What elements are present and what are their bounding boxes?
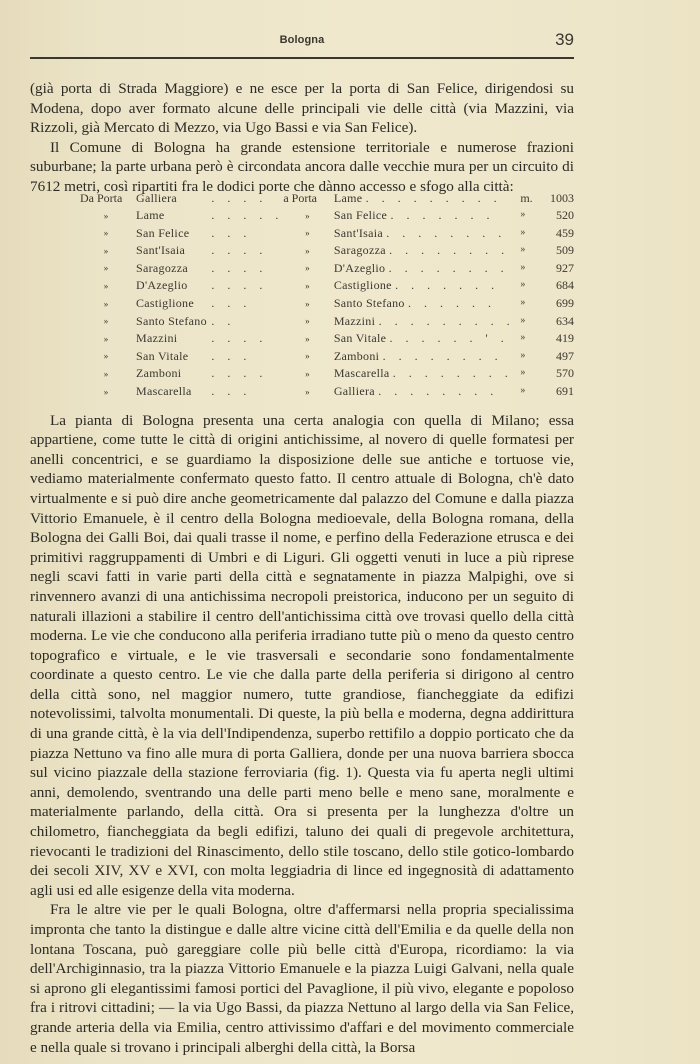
running-head — [30, 30, 574, 50]
from-gate: San Vitale — [136, 348, 189, 363]
table-row — [80, 190, 574, 207]
ditto-mark: » — [103, 245, 109, 256]
ditto-mark: » — [305, 351, 310, 362]
leader-dots: . . . . . . . . . — [365, 191, 502, 205]
ditto-mark: » — [103, 280, 109, 291]
ditto-mark: » — [103, 298, 109, 309]
table-row — [80, 207, 574, 225]
from-gate: D'Azeglio — [136, 278, 188, 293]
leader-dots: . . . . . . . . . — [378, 313, 515, 328]
from-gate: Zamboni — [136, 366, 182, 381]
ditto-mark: » — [520, 209, 526, 221]
to-gate-cell — [334, 295, 521, 313]
ditto-mark: » — [103, 368, 109, 379]
leader-dots: . . — [211, 313, 236, 328]
leader-dots: . . . . — [211, 366, 268, 381]
leader-dots: . . . — [211, 225, 252, 240]
table-row — [80, 365, 574, 383]
ditto-mark: » — [305, 245, 310, 256]
ditto-mark: » — [305, 298, 310, 309]
from-prefix — [80, 383, 132, 401]
ditto-mark: » — [520, 279, 526, 291]
to-gate: Santo Stefano — [333, 296, 405, 311]
from-prefix — [80, 312, 132, 330]
ditto-mark: » — [305, 280, 310, 291]
leader-dots: . . . . — [211, 191, 268, 205]
ditto-mark: » — [520, 261, 526, 273]
page-number: 39 — [555, 30, 574, 49]
to-prefix — [283, 277, 334, 295]
leader-dots: . . . . . . . . — [382, 348, 503, 363]
header-rule — [30, 57, 574, 59]
paragraph-1: (già porta di Strada Maggiore) e ne esce per la porta di San Felice, dirigendosi su Modena, dopo aver formato alcune delle principali vie delle città (via Mazzini, via Rizzoli, già Mercato di Mezzo, via Ugo Bassi e via San Felice). — [30, 80, 574, 137]
to-gate-cell — [334, 383, 521, 401]
ditto-mark: » — [520, 349, 526, 361]
to-gate-cell — [334, 365, 521, 383]
distance-meters: 419 — [556, 331, 574, 346]
to-prefix — [283, 383, 334, 401]
leader-dots: . . . . . . . . — [388, 260, 509, 275]
to-gate-cell — [334, 347, 521, 365]
table-row — [80, 242, 574, 260]
to-prefix: a Porta — [283, 191, 317, 205]
ditto-mark: » — [103, 263, 109, 274]
ditto-mark: » — [520, 226, 526, 238]
distance-meters: 509 — [556, 243, 574, 258]
running-title: Bologna — [279, 34, 325, 46]
to-gate: Saragozza — [333, 243, 386, 258]
to-gate-cell — [334, 312, 521, 330]
to-gate: Castiglione — [333, 278, 392, 293]
to-gate-cell — [334, 277, 521, 295]
distance-meters: 927 — [556, 260, 574, 275]
leader-dots: . . . — [211, 296, 252, 311]
leader-dots: . . . . . . . — [395, 278, 500, 293]
page-bottom-margin — [0, 960, 700, 1064]
distance-meters: 459 — [556, 225, 574, 240]
leader-dots: . . . . . . ' . — [389, 331, 509, 346]
ditto-mark: » — [305, 263, 310, 274]
from-prefix — [80, 259, 132, 277]
distance-meters: 570 — [556, 366, 574, 381]
from-gate: Mazzini — [136, 331, 178, 346]
distance-meters: 634 — [556, 313, 574, 328]
table-row — [80, 347, 574, 365]
leader-dots: . . . . . . — [408, 296, 497, 311]
paragraph-3: La pianta di Bologna presenta una certa analogia con quella di Milano; essa appartiene, come tutte le città di origini antichissime, al novero di quelle formatesi per anelli concentrici, e se guardiamo la disposizione delle sue antiche e tortuose vie, vediamo materialmente confermato questo fatto. Il centro attuale di Bologna, ch'è dato virtualmente e si può dire anche geometricamente dal palazzo del Comune e dalla piazza Vittorio Emanuele, è il centro della Bologna medioevale, della Bologna romana, della Bologna dei Galli Boi, dai quali trasse il nome, e perfino della Federazione etrusca e dei primitivi raggruppamenti di Umbri e di Liguri. Gli oggetti venuti in luce a più riprese negli scavi fatti in varie parti della città e segnatamente in piazza Malpighi, ove si rinvennero avanzi di una antichissima necropoli preistorica, inducono per un seguito di naturali illazioni a stabilire il centro dell'antichissima città ove trovasi quello della città moderna. Le vie che conducono alla periferia irradiano tutte più o meno da questo centro topografico e virtuale, e le vie trasversali e secondarie sono fondamentalmente coordinate a questo centro. Le vie che dalla parte della periferia si dirigono al centro della città sono, nel maggior numero, tutte grandiose, fiancheggiate da edifizi notevolissimi, talvolta monumentali. Di queste, la più bella e moderna, degna addirittura di una grande città, è la via dell'Indipendenza, superbo rettifilo a doppio porticato che da piazza Nettuno va fino alle mura di porta Galliera, donde per una nuova barriera sbocca sul vicino piazzale della stazione ferroviaria (fig. 1). Questa via fu aperta negli ultimi anni, demolendo, sventrando una delle parti meno belle e meno sane, moralmente e materialmente parlando, della città. Ora si presenta per la lunghezza d'oltre un chilometro, fiancheggiata da begli edifizi, taluno dei quali di pregevole architettura, rievocanti le tradizioni del Rinascimento, dello stile toscano, dello stile gotico-lombardo dei secoli XIV, XV e XVI, con molta leggiadria di lince ed ingegnosità di adattamento agli usi ed alle esigenze della vita moderna. — [30, 411, 574, 899]
to-gate: Mazzini — [333, 313, 376, 328]
ditto-mark: » — [520, 314, 526, 326]
from-prefix: Da Porta — [80, 191, 123, 205]
ditto-mark: » — [305, 316, 310, 327]
to-prefix — [283, 295, 334, 313]
to-gate: San Felice — [333, 208, 388, 223]
leader-dots: . . . . — [211, 243, 268, 258]
to-gate: Zamboni — [333, 348, 380, 363]
ditto-mark: » — [305, 228, 310, 239]
leader-dots: . . . . — [211, 278, 268, 293]
paragraph-2: Il Comune di Bologna ha grande estensione territoriale e numerose frazioni suburbane; la parte urbana però è circondata ancora dalle vecchie mura per un circuito di 7612 metri, così ripartiti fra le dodici porte che dànno accesso e sfogo alla città: — [30, 138, 574, 195]
from-prefix — [80, 224, 132, 242]
leader-dots: . . . . . . . . — [378, 384, 499, 399]
ditto-mark: » — [520, 297, 526, 309]
to-gate: D'Azeglio — [333, 260, 386, 275]
ditto-mark: » — [103, 316, 109, 327]
to-prefix — [283, 224, 334, 242]
table-row — [80, 383, 574, 401]
to-gate: Lame — [333, 191, 363, 205]
leader-dots: . . . . — [211, 331, 268, 346]
leader-dots: . . . . — [211, 260, 268, 275]
table-row — [80, 295, 574, 313]
table-row — [80, 330, 574, 348]
to-gate-cell — [334, 224, 521, 242]
leader-dots: . . . . . . . . — [392, 366, 513, 381]
ditto-mark: » — [103, 333, 109, 344]
to-prefix — [283, 259, 334, 277]
to-prefix — [283, 242, 334, 260]
distance-meters: 691 — [556, 384, 574, 399]
unit-label: m. — [520, 191, 533, 205]
to-gate-cell — [334, 207, 521, 225]
leader-dots: . . . . . . . . — [386, 225, 507, 240]
leader-dots: . . . . . . . — [390, 208, 495, 223]
from-gate: Santo Stefano — [136, 313, 207, 328]
ditto-mark: » — [520, 385, 526, 397]
to-gate: Mascarella — [333, 366, 390, 381]
from-gate: Lame — [136, 208, 165, 223]
gates-distance-table — [80, 190, 574, 400]
distance-meters: 520 — [556, 208, 574, 223]
to-gate-cell — [334, 242, 521, 260]
distance-meters: 699 — [556, 296, 574, 311]
from-gate: Castiglione — [136, 296, 194, 311]
ditto-mark: » — [103, 386, 109, 397]
ditto-mark: » — [305, 333, 310, 344]
leader-dots: . . . . . . . . — [389, 243, 510, 258]
ditto-mark: » — [305, 386, 310, 397]
table-row — [80, 259, 574, 277]
from-gate: San Felice — [136, 225, 190, 240]
to-gate: Sant'Isaia — [333, 225, 383, 240]
from-prefix — [80, 207, 132, 225]
ditto-mark: » — [103, 210, 109, 221]
distance-meters: 684 — [556, 278, 574, 293]
distance-meters: 497 — [556, 348, 574, 363]
from-prefix — [80, 295, 132, 313]
from-gate: Galliera — [136, 191, 178, 205]
distance-meters: 1003 — [550, 191, 574, 205]
to-gate: Galliera — [333, 384, 375, 399]
leader-dots: . . . — [211, 384, 252, 399]
from-prefix — [80, 242, 132, 260]
to-prefix — [283, 365, 334, 383]
ditto-mark: » — [103, 351, 109, 362]
from-prefix — [80, 277, 132, 295]
from-gate: Sant'Isaia — [136, 243, 186, 258]
to-prefix — [283, 312, 334, 330]
ditto-mark: » — [103, 228, 109, 239]
to-prefix — [283, 347, 334, 365]
from-gate: Saragozza — [136, 260, 189, 275]
from-gate: Mascarella — [136, 384, 192, 399]
to-prefix — [283, 330, 334, 348]
table-row — [80, 312, 574, 330]
from-prefix — [80, 347, 132, 365]
to-gate-cell — [334, 330, 521, 348]
to-prefix — [283, 207, 334, 225]
ditto-mark: » — [520, 332, 526, 344]
leader-dots: . . . . . — [211, 208, 284, 223]
ditto-mark: » — [305, 368, 310, 379]
from-prefix — [80, 330, 132, 348]
ditto-mark: » — [305, 210, 310, 221]
to-gate-cell — [334, 190, 521, 207]
paragraph-4: Fra le altre vie per le quali Bologna, oltre d'affermarsi nella propria specialissima impronta che tanto la distingue e dalle altre vicine città dell'Emilia e da quelle della non lontana Toscana, può gareggiare colle più belle città d'Europa, ricordiamo: la via dell'Archiginnasio, tra la piazza Vittorio Emanuele e la piazza Luigi Galvani, nella quale si aprono gli elegantissimi famosi portici del Pavaglione, il più vivo, elegante e popoloso fra i ritrovi cittadini; — la via Ugo Bassi, da piazza Nettuno al largo della via San Felice, grande arteria della via Emilia, centro attivissimo d'affari e del movimento commerciale e nella quale si trovano i principali alberghi della città, la Borsa — [30, 901, 574, 1056]
from-prefix — [80, 365, 132, 383]
table-row — [80, 224, 574, 242]
table-row — [80, 277, 574, 295]
to-gate: San Vitale — [333, 331, 387, 346]
to-gate-cell — [334, 259, 521, 277]
leader-dots: . . . — [211, 348, 252, 363]
ditto-mark: » — [520, 367, 526, 379]
ditto-mark: » — [520, 244, 526, 256]
